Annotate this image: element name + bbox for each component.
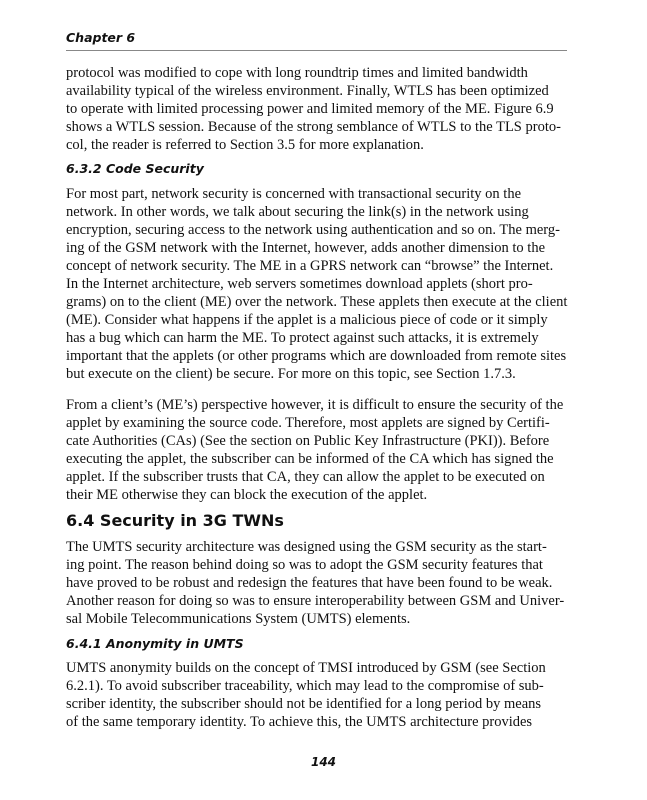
header-rule — [66, 50, 567, 51]
text-line: encryption, securing access to the network using authentication and so on. The merg- — [66, 222, 560, 238]
text-line: scriber identity, the subscriber should not be identified for a long period by means — [66, 696, 542, 712]
paragraph-5 — [66, 659, 546, 731]
text-line: UMTS anonymity builds on the concept of TMSI introduced by GSM (see Section — [66, 660, 546, 676]
text-line: cate Authorities (CAs) (See the section on Public Key Infrastructure (PKI)). Before — [66, 433, 550, 449]
text-line: (ME). Consider what happens if the applet is a malicious piece of code or it simply — [66, 312, 548, 328]
paragraph-4 — [66, 538, 564, 628]
text-line: applet. If the subscriber trusts that CA, they can allow the applet to be executed on — [66, 469, 545, 485]
text-line: has a bug which can harm the ME. To protect against such attacks, it is extremely — [66, 330, 539, 346]
text-line: From a client’s (ME’s) perspective however, it is difficult to ensure the security of the — [66, 397, 564, 413]
text-line: grams) on to the client (ME) over the network. These applets then execute at the client — [66, 294, 568, 310]
text-line: ing point. The reason behind doing so was to adopt the GSM security features that — [66, 557, 543, 573]
paragraph-1 — [66, 64, 561, 154]
heading-6-4: 6.4 Security in 3G TWNs — [66, 511, 284, 530]
text-line: have proved to be robust and redesign the features that have been found to be weak. — [66, 575, 553, 591]
paragraph-3 — [66, 396, 563, 504]
text-line: protocol was modified to cope with long roundtrip times and limited bandwidth — [66, 65, 528, 81]
text-line: col, the reader is referred to Section 3.5 for more explanation. — [66, 137, 424, 153]
heading-6-3-2: 6.3.2 Code Security — [66, 161, 204, 176]
heading-6-4-1: 6.4.1 Anonymity in UMTS — [66, 636, 244, 651]
text-line: important that the applets (or other programs which are downloaded from remote sites — [66, 348, 567, 364]
text-line: For most part, network security is concerned with transactional security on the — [66, 186, 522, 202]
text-line: but execute on the client) be secure. For more on this topic, see Section 1.7.3. — [66, 366, 516, 382]
text-line: availability typical of the wireless environment. Finally, WTLS has been optimized — [66, 83, 549, 99]
page-number: 144 — [310, 755, 337, 769]
text-line: concept of network security. The ME in a GPRS network can “browse” the Internet. — [66, 258, 554, 274]
text-line: Another reason for doing so was to ensure interoperability between GSM and Univer- — [66, 593, 565, 609]
text-line: applet by examining the source code. Therefore, most applets are signed by Certifi- — [66, 415, 550, 431]
text-line: In the Internet architecture, web servers sometimes download applets (short pro- — [66, 276, 533, 292]
running-header: Chapter 6 — [66, 30, 136, 45]
text-line: of the same temporary identity. To achieve this, the UMTS architecture provides — [66, 714, 533, 730]
text-line: to operate with limited processing power and limited memory of the ME. Figure 6.9 — [66, 101, 554, 117]
paragraph-2 — [66, 185, 567, 383]
text-line: executing the applet, the subscriber can be informed of the CA which has signed the — [66, 451, 554, 467]
text-line: ing of the GSM network with the Internet, however, adds another dimension to the — [66, 240, 546, 256]
text-line: their ME otherwise they can block the execution of the applet. — [66, 487, 428, 503]
text-line: network. In other words, we talk about securing the link(s) in the network using — [66, 204, 529, 220]
text-line: 6.2.1). To avoid subscriber traceability, which may lead to the compromise of sub- — [66, 678, 544, 694]
text-line: The UMTS security architecture was designed using the GSM security as the start- — [66, 539, 547, 555]
text-line: shows a WTLS session. Because of the strong semblance of WTLS to the TLS proto- — [66, 119, 561, 135]
text-line: sal Mobile Telecommunications System (UMTS) elements. — [66, 611, 411, 627]
